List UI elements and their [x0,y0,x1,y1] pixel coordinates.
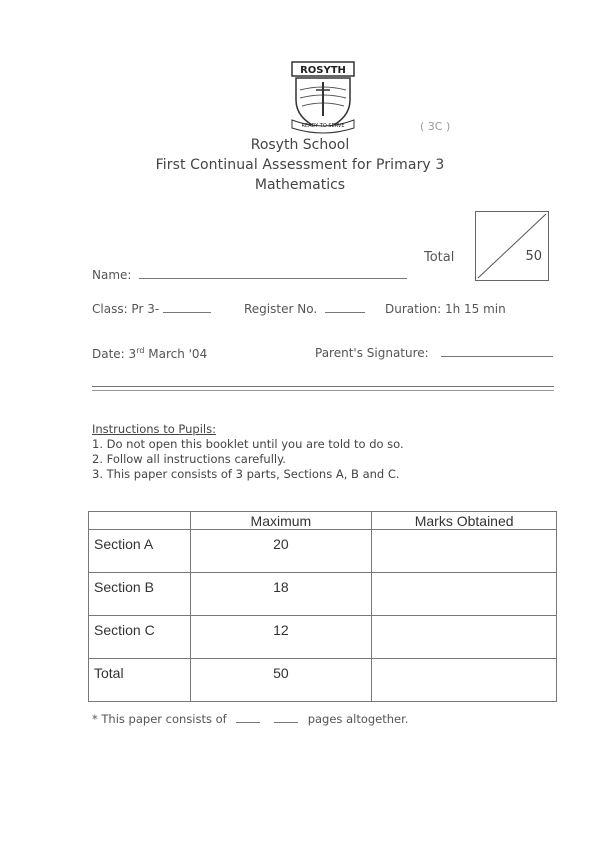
marks-obtained-cell[interactable] [372,530,557,573]
class-label: Class: Pr 3- [92,302,160,316]
table-row [89,616,557,659]
assessment-title: First Continual Assessment for Primary 3 [155,157,445,173]
signature-label: Parent's Signature: [315,346,429,360]
school-crest-logo [290,60,356,136]
marks-obtained-cell[interactable] [372,573,557,616]
section-label: Section B [89,573,191,616]
date-suffix: March '04 [144,347,208,361]
svg-text:ROSYTH: ROSYTH [300,65,346,76]
marks-obtained-cell[interactable] [372,616,557,659]
maximum-value: 12 [190,616,372,659]
divider-line [92,386,554,387]
instructions [92,422,404,482]
page-count-field[interactable] [236,712,260,723]
total-label: Total [424,250,455,265]
header-blank [89,512,191,530]
subject-title: Mathematics [254,177,346,193]
date-prefix: Date: 3 [92,347,137,361]
instructions-title: Instructions to Pupils: [92,422,216,436]
marks-obtained-cell[interactable] [372,659,557,702]
duration: Duration: 1h 15 min [385,302,506,316]
signature-field[interactable] [441,346,553,357]
footer-prefix: * This paper consists of [92,712,227,726]
register-label: Register No. [244,302,318,316]
name-field[interactable] [139,268,407,279]
instruction-item: 3. This paper consists of 3 parts, Sections A, B and C. [92,467,400,481]
total-diagonal [476,212,548,280]
register-row [244,302,365,316]
divider-line-secondary [92,390,554,391]
table-header-row [89,512,557,530]
maximum-value: 50 [190,659,372,702]
table-row [89,659,557,702]
table-row [89,530,557,573]
name-row [92,268,407,282]
header-marks-obtained: Marks Obtained [372,512,557,530]
svg-text:READY TO SERVE: READY TO SERVE [301,123,345,129]
name-label: Name: [92,268,132,282]
instruction-item: 1. Do not open this booklet until you are told to do so. [92,437,404,451]
section-label: Section C [89,616,191,659]
register-field[interactable] [325,302,365,313]
header-maximum: Maximum [190,512,372,530]
date [92,346,207,361]
marks-table [88,511,557,702]
instruction-item: 2. Follow all instructions carefully. [92,452,286,466]
signature-row [315,346,553,360]
class-row [92,302,211,316]
section-label: Total [89,659,191,702]
maximum-value: 20 [190,530,372,573]
total-max-score: 50 [525,249,542,264]
handwritten-mark: ( 3C ) [420,120,451,133]
footer-suffix: pages altogether. [307,712,409,726]
date-ordinal: rd [136,346,145,355]
class-field[interactable] [163,302,211,313]
table-row [89,573,557,616]
page-count-field-2[interactable] [274,712,298,723]
section-label: Section A [89,530,191,573]
total-score-box[interactable] [475,211,549,281]
maximum-value: 18 [190,573,372,616]
school-name: Rosyth School [250,137,350,153]
page-count-note [92,712,408,726]
